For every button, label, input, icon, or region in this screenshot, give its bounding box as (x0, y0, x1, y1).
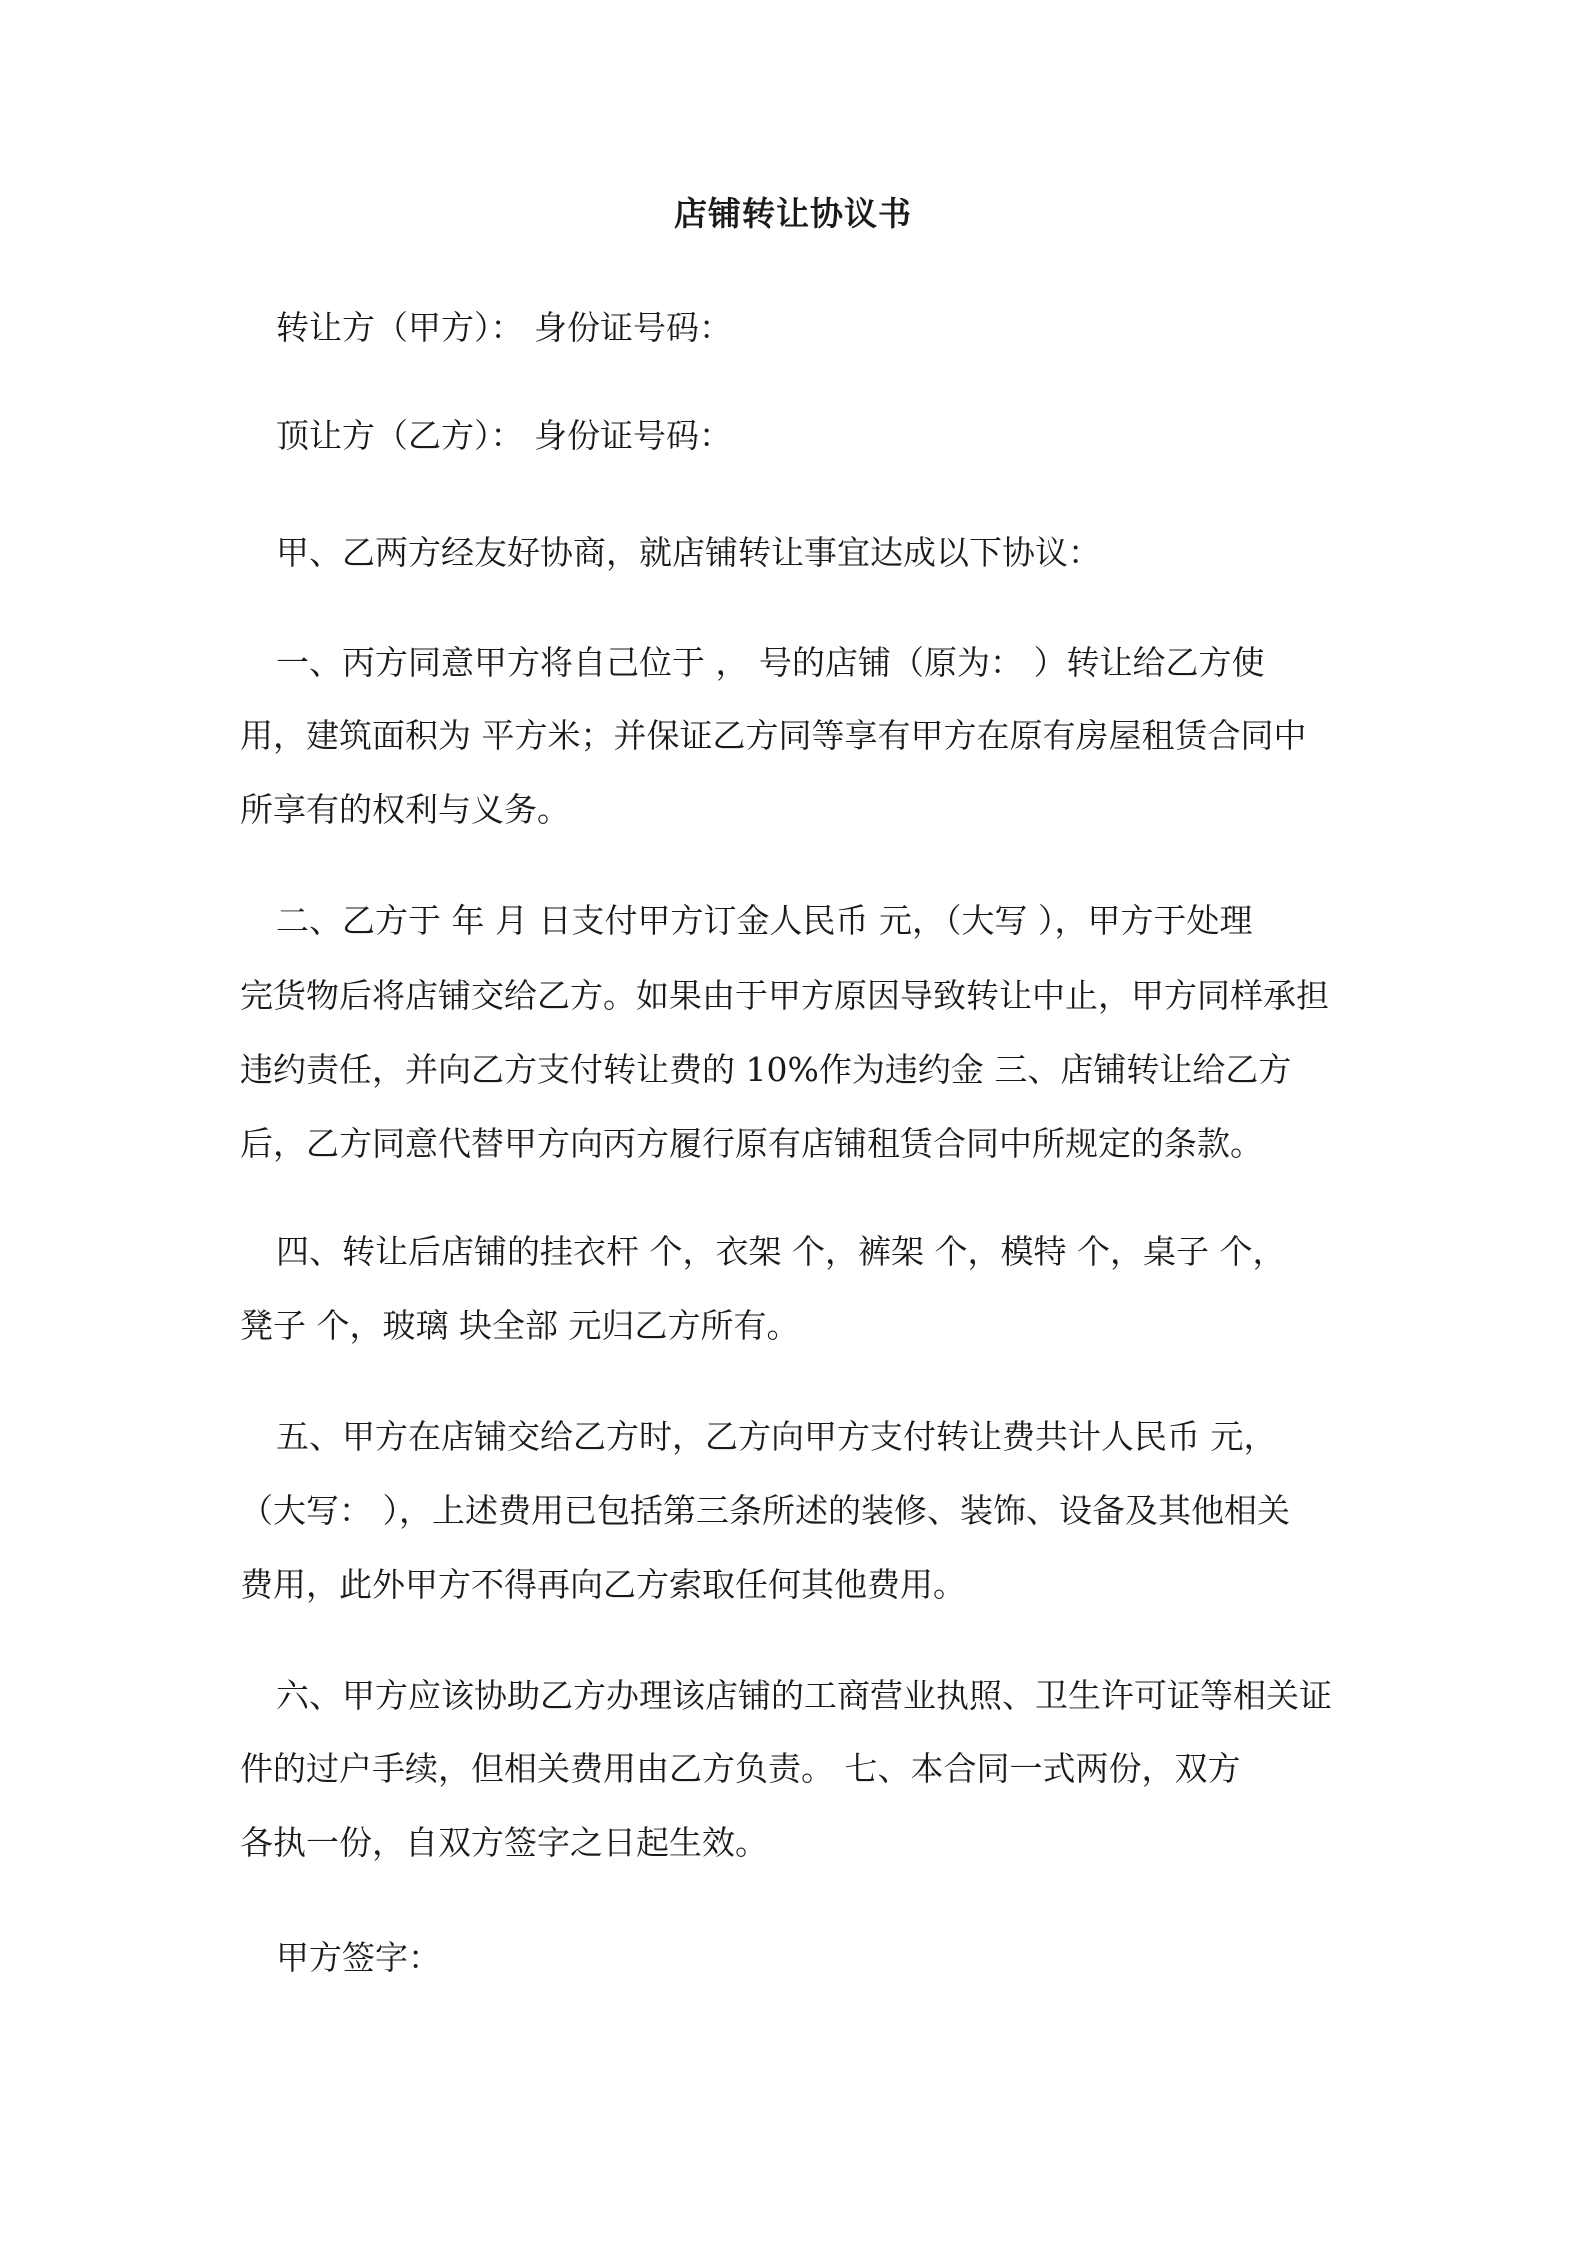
clause-3-line: 后，乙方同意代替甲方向丙方履行原有店铺租赁合同中所规定的条款。 (240, 1124, 1263, 1163)
clause-1-line-2: 用，建筑面积为 平方米；并保证乙方同等享有甲方在原有房屋租赁合同中 (240, 716, 1307, 755)
clause-6-line-1: 六、甲方应该协助乙方办理该店铺的工商营业执照、卫生许可证等相关证 (276, 1676, 1332, 1715)
clause-1-line-1: 一、丙方同意甲方将自己位于 ， 号的店铺（原为： ）转让给乙方使 (276, 643, 1265, 682)
party-a-line: 转让方（甲方）： 身份证号码： (276, 308, 732, 347)
clause-4-line-2: 凳子 个，玻璃 块全部 元归乙方所有。 (240, 1306, 800, 1345)
preamble-line: 甲、乙两方经友好协商，就店铺转让事宜达成以下协议： (276, 533, 1101, 572)
clause-6-line-2: 件的过户手续，但相关费用由乙方负责。 七、本合同一式两份，双方 (240, 1749, 1241, 1788)
clause-2-line-1: 二、乙方于 年 月 日支付甲方订金人民币 元，（大写 ），甲方于处理 (276, 901, 1253, 940)
clause-5-line-3: 费用，此外甲方不得再向乙方索取任何其他费用。 (240, 1565, 966, 1604)
clause-2-line-2: 完货物后将店铺交给乙方。如果由于甲方原因导致转让中止，甲方同样承担 (240, 976, 1329, 1015)
party-a-signature: 甲方签字： (276, 1938, 441, 1977)
party-b-line: 顶让方（乙方）： 身份证号码： (276, 416, 732, 455)
clause-5-line-2: （大写： ），上述费用已包括第三条所述的装修、装饰、设备及其他相关 (240, 1491, 1290, 1530)
document-title: 店铺转让协议书 (674, 194, 912, 233)
clause-4-line-1: 四、转让后店铺的挂衣杆 个，衣架 个，裤架 个，模特 个，桌子 个， (276, 1232, 1286, 1271)
clause-7-line: 各执一份，自双方签字之日起生效。 (240, 1823, 768, 1862)
clause-2-line-3: 违约责任，并向乙方支付转让费的 10%作为违约金 三、店铺转让给乙方 (240, 1050, 1292, 1089)
clause-1-line-3: 所享有的权利与义务。 (240, 790, 570, 829)
clause-5-line-1: 五、甲方在店铺交给乙方时，乙方向甲方支付转让费共计人民币 元， (276, 1417, 1277, 1456)
